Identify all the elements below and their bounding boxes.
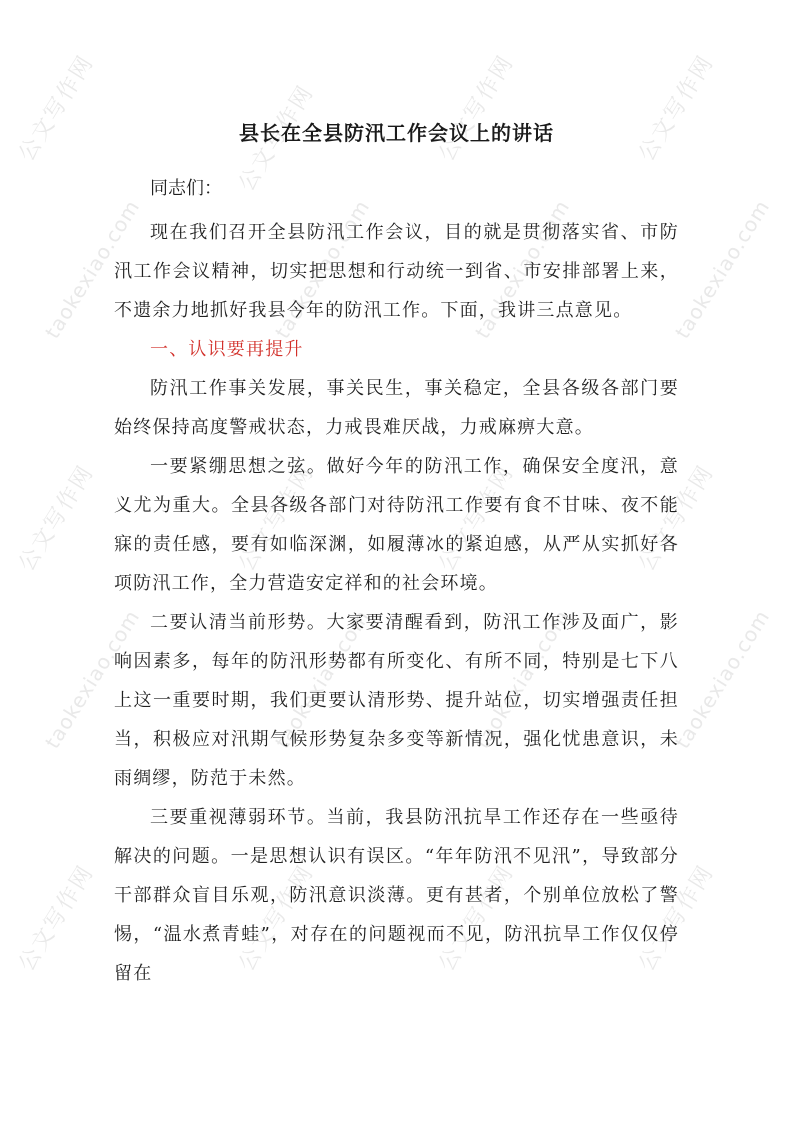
paragraph: 防汛工作事关发展，事关民生，事关稳定，全县各级各部门要始终保持高度警戒状态，力戒畏难厌战，力戒麻痹大意。 (114, 378, 679, 438)
watermark-text: 公文写作网 (434, 460, 520, 576)
watermark-url: taokexiao.com (470, 195, 575, 343)
section-heading: 一、认识要再提升 (150, 339, 304, 360)
watermark-url: taokexiao.com (40, 605, 145, 753)
paragraph: 现在我们召开全县防汛工作会议，目的就是贯彻落实省、市防汛工作会议精神，切实把思想和行动统一到省、市安排部署上来，不遗余力地抓好我县今年的防汛工作。下面，我讲三点意见。 (114, 222, 679, 321)
salutation: 同志们： (150, 178, 222, 199)
watermark-text: 公文写作网 (234, 460, 320, 576)
watermark-url: taokexiao.com (270, 195, 375, 343)
paragraph: 二要认清当前形势。大家要清醒看到，防汛工作涉及面广，影响因素多，每年的防汛形势都有所变化、有所不同，特别是七下八上这一重要时期，我们更要认清形势、提升站位，切实增强责任担当，积极应对汛期气候形势复杂多变等新情况，强化忧患意识，未雨绸缪，防范于未然。 (114, 612, 679, 789)
watermark-text: 公文写作网 (634, 860, 720, 976)
watermark-text: 公文写作网 (634, 50, 720, 166)
watermark-text: 公文写作网 (14, 860, 100, 976)
watermark-text: 公文写作网 (14, 50, 100, 166)
watermark-url: taokexiao.com (270, 605, 375, 753)
document-title: 县长在全县防汛工作会议上的讲话 (239, 121, 554, 145)
watermark-text: 公文写作网 (434, 860, 520, 976)
paragraph: 三要重视薄弱环节。当前，我县防汛抗旱工作还存在一些亟待解决的问题。一是思想认识有误区。“年年防汛不见汛”，导致部分干部群众盲目乐观，防汛意识淡薄。更有甚者，个别单位放松了警惕，“温水煮青蛙”，对存在的问题视而不见，防汛抗旱工作仅仅停留在 (114, 807, 679, 984)
watermark-text: 公文写作网 (434, 50, 520, 166)
watermark-url: taokexiao.com (40, 195, 145, 343)
watermark-url: taokexiao.com (670, 195, 775, 343)
watermark-text: 公文写作网 (234, 860, 320, 976)
watermark-text: 公文写作网 (634, 460, 720, 576)
document-body (114, 213, 679, 993)
paragraph: 一要紧绷思想之弦。做好今年的防汛工作，确保安全度汛，意义尤为重大。全县各级各部门对待防汛工作要有食不甘味、夜不能寐的责任感，要有如临深渊，如履薄冰的紧迫感，从严从实抓好各项防汛工作，全力营造安定祥和的社会环境。 (114, 456, 679, 594)
watermark-url: taokexiao.com (470, 605, 575, 753)
watermark-url: taokexiao.com (670, 605, 775, 753)
watermark-text: 公文写作网 (234, 80, 320, 196)
watermark-text: 公文写作网 (14, 460, 100, 576)
